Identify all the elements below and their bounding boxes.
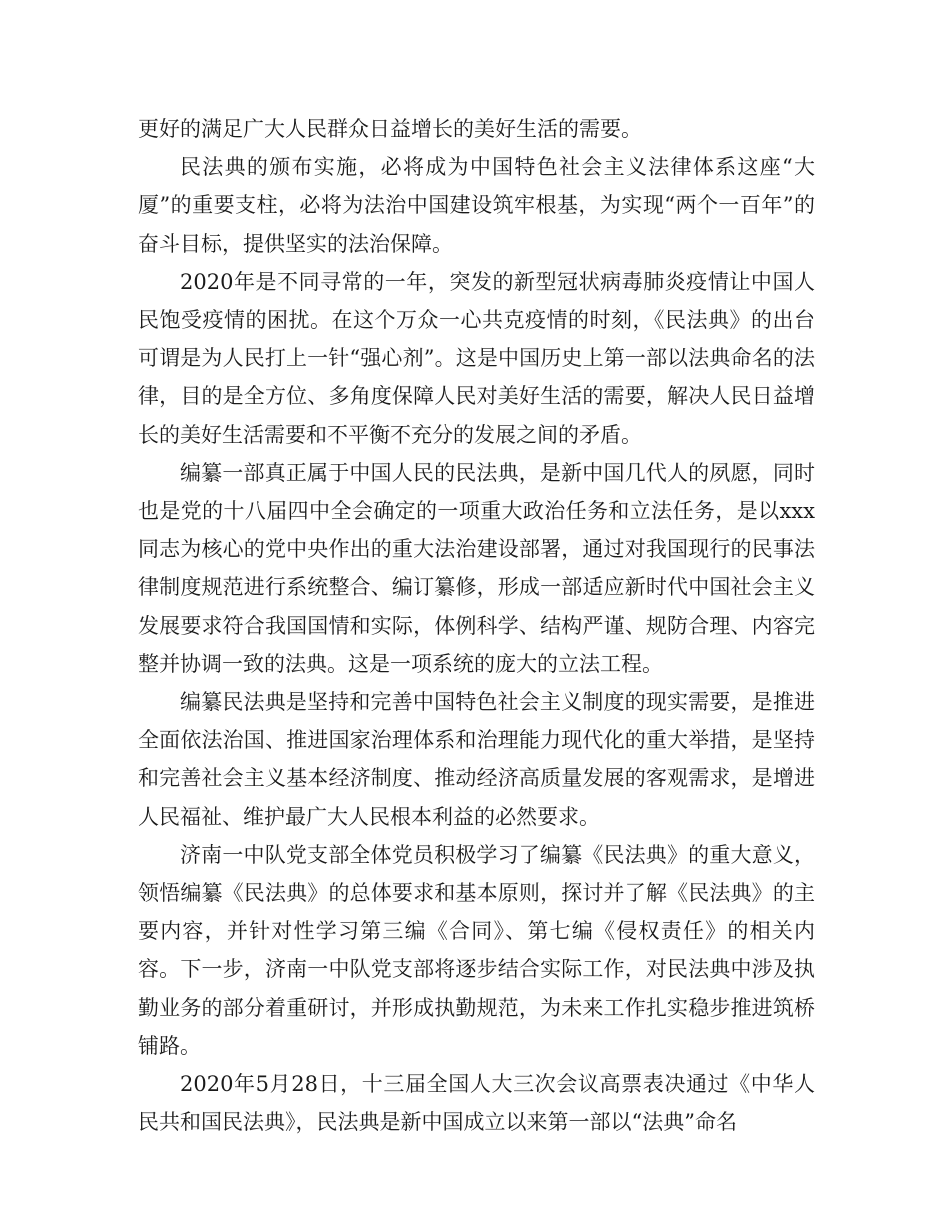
paragraph-6: 济南一中队党支部全体党员积极学习了编纂《民法典》的重大意义，领悟编纂《民法典》的总体要求和基本原则，探讨并了解《民法典》的主要内容，并针对性学习第三编《合同》、第七编《侵权责任》的相关内容。下一步，济南一中队党支部将逐步结合实际工作，对民法典中涉及执勤业务的部分着重研讨，并形成执勤规范，为未来工作扎实稳步推进筑桥铺路。 (138, 842, 815, 1058)
paragraph-4: 编纂一部真正属于中国人民的民法典，是新中国几代人的夙愿，同时也是党的十八届四中全会确定的一项重大政治任务和立法任务，是以xxx同志为核心的党中央作出的重大法治建设部署，通过对我国现行的民事法律制度规范进行系统整合、编订纂修，形成一部适应新时代中国社会主义发展要求符合我国国情和实际，体例科学、结构严谨、规防合理、内容完整并协调一致的法典。这是一项系统的庞大的立法工程。 (138, 460, 815, 676)
document-body (138, 110, 815, 1141)
paragraph-2: 民法典的颁布实施，必将成为中国特色社会主义法律体系这座“大厦”的重要支柱，必将为法治中国建设筑牢根基，为实现“两个一百年”的奋斗目标，提供坚实的法治保障。 (138, 155, 815, 256)
paragraph-1: 更好的满足广大人民群众日益增长的美好生活的需要。 (138, 117, 642, 141)
paragraph-5: 编纂民法典是坚持和完善中国特色社会主义制度的现实需要，是推进全面依法治国、推进国家治理体系和治理能力现代化的重大举措，是坚持和完善社会主义基本经济制度、推动经济高质量发展的客观需求，是增进人民福祉、维护最广大人民根本利益的必然要求。 (138, 690, 815, 829)
paragraph-7: 2020年5月28日，十三届全国人大三次会议高票表决通过《中华人民共和国民法典》，民法典是新中国成立以来第一部以“法典”命名 (138, 1072, 815, 1135)
paragraph-3: 2020年是不同寻常的一年，突发的新型冠状病毒肺炎疫情让中国人民饱受疫情的困扰。在这个万众一心共克疫情的时刻，《民法典》的出台可谓是为人民打上一针“强心剂”。这是中国历史上第一部以法典命名的法律，目的是全方位、多角度保障人民对美好生活的需要，解决人民日益增长的美好生活需要和不平衡不充分的发展之间的矛盾。 (138, 269, 815, 447)
